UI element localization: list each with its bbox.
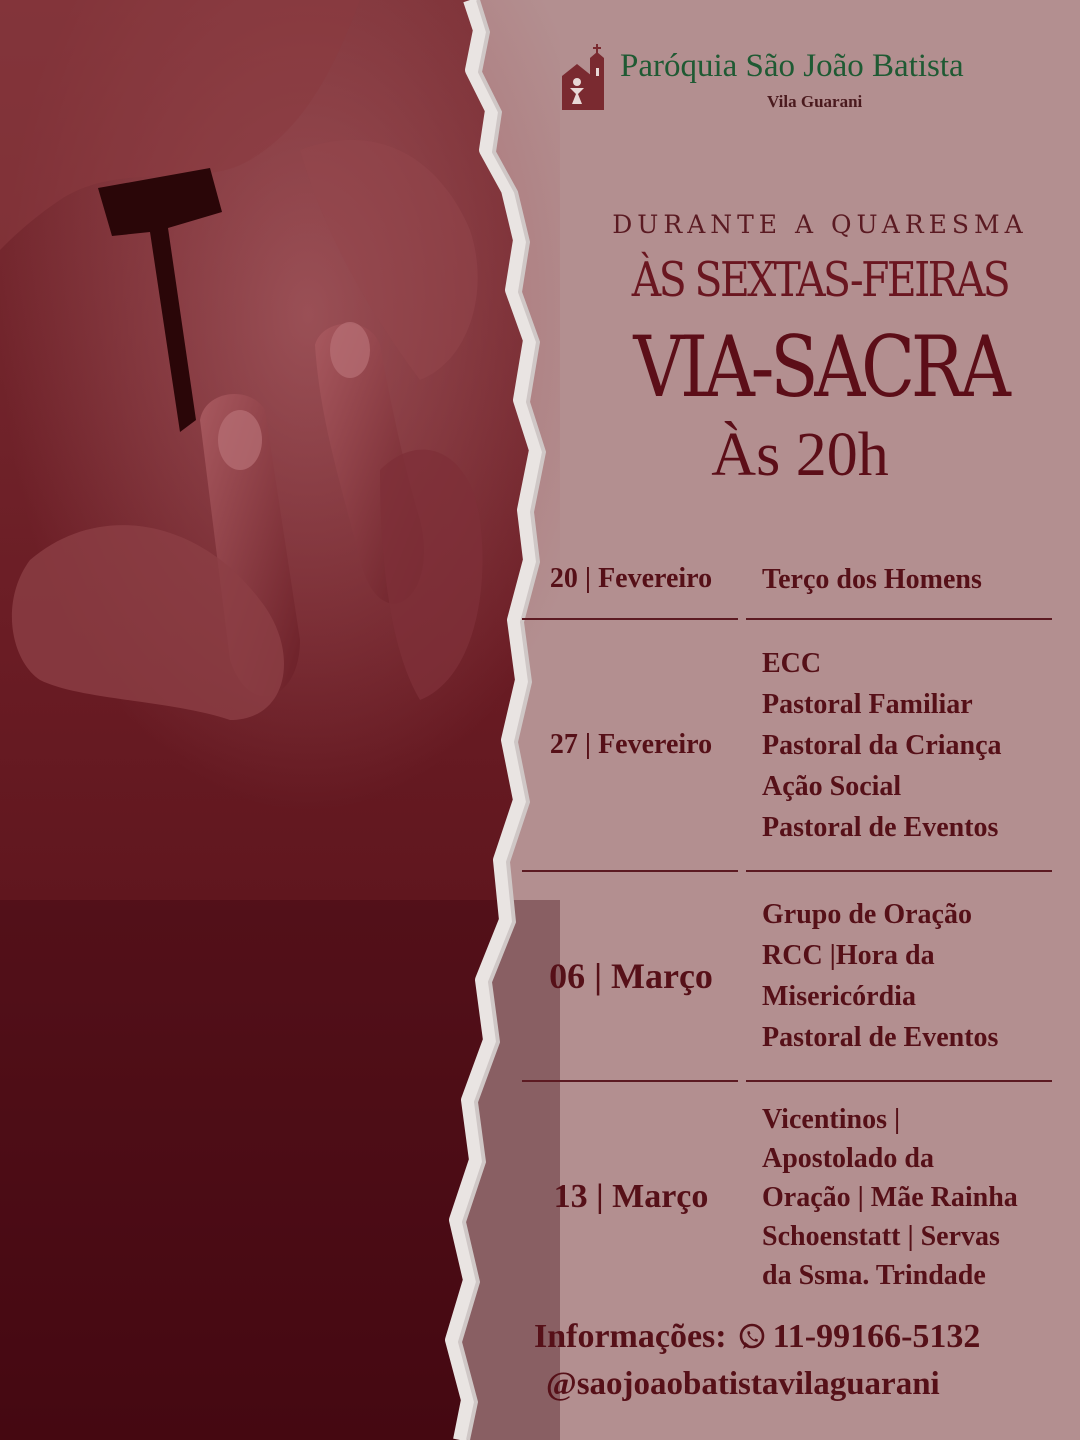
- schedule-groups: [762, 540, 982, 618]
- info-label: Informações:: [534, 1318, 727, 1355]
- group-name: Pastoral Familiar: [762, 688, 973, 720]
- schedule-date: 20 | Fevereiro: [549, 563, 713, 594]
- group-name: Vicentinos |: [762, 1103, 901, 1135]
- parish-subtitle: Vila Guarani: [767, 92, 863, 111]
- church-icon: [560, 42, 610, 114]
- parish-logo: [560, 42, 1050, 122]
- days-heading: ÀS SEXTAS-FEIRAS: [631, 252, 1009, 308]
- group-name: Oração | Mãe Rainha: [762, 1181, 1018, 1213]
- whatsapp-icon: [737, 1322, 767, 1352]
- group-name: Apostolado da: [762, 1142, 934, 1174]
- group-name: Grupo de Oração: [762, 899, 972, 930]
- social-handle: @saojoaobatistavilaguarani: [546, 1366, 940, 1402]
- schedule-row: [522, 872, 1052, 1080]
- parish-name: Paróquia São João Batista: [620, 48, 964, 84]
- group-name: RCC |Hora da: [762, 940, 935, 971]
- group-name: Misericórdia: [762, 981, 916, 1012]
- schedule-row: [522, 1082, 1052, 1312]
- schedule-groups: [762, 620, 1002, 870]
- schedule-groups: [762, 872, 998, 1080]
- schedule-date: 06 | Março: [549, 956, 713, 996]
- group-name: ECC: [762, 647, 822, 679]
- group-name: Pastoral de Eventos: [762, 1022, 999, 1053]
- group-name: Ação Social: [762, 770, 902, 802]
- group-name: Schoenstatt | Servas: [762, 1220, 1000, 1252]
- schedule-date: 27 | Fevereiro: [549, 729, 713, 760]
- contact-phone: 11-99166-5132: [772, 1318, 981, 1355]
- group-name: Pastoral da Criança: [762, 729, 1002, 761]
- group-name: Terço dos Homens: [762, 563, 982, 595]
- event-time: Às 20h: [711, 421, 889, 489]
- group-name: Pastoral de Eventos: [762, 811, 999, 843]
- schedule-table: [522, 540, 1052, 1312]
- event-title: VIA-SACRA: [633, 318, 1007, 416]
- group-name: da Ssma. Trindade: [762, 1259, 986, 1291]
- contact-info: [534, 1318, 980, 1356]
- schedule-groups: [762, 1082, 1018, 1312]
- schedule-row: [522, 540, 1052, 618]
- lent-kicker: DURANTE A QUARESMA: [612, 210, 1028, 239]
- schedule-date: 13 | Março: [553, 1178, 709, 1215]
- schedule-row: [522, 620, 1052, 870]
